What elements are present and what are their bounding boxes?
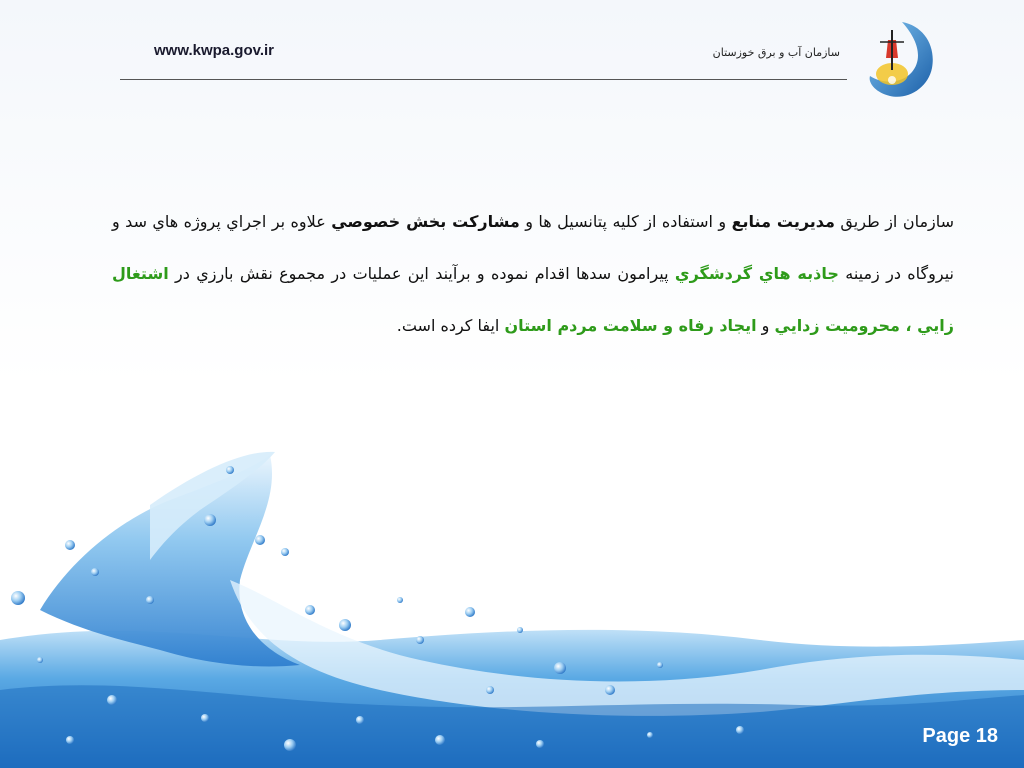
- header-divider: [120, 79, 847, 80]
- emphasis-resource-management: مديريت منابع: [731, 212, 835, 231]
- page-number: Page 18: [922, 725, 998, 747]
- main-paragraph: [112, 196, 954, 352]
- text-segment: سازمان از طريق: [834, 212, 955, 231]
- kwpa-logo-icon: [862, 18, 938, 102]
- highlight-employment: اشتغال زايي ، محروميت زدايي: [112, 264, 954, 335]
- organization-name: سازمان آب و برق خوزستان: [712, 46, 840, 59]
- text-segment: ايفا كرده است.: [396, 316, 505, 335]
- text-segment: پيرامون سدها اقدام نموده و برآيند اين عمليات در مجموع نقش بارزي در: [168, 264, 675, 283]
- highlight-tourism: جاذبه هاي گردشگري: [674, 264, 839, 283]
- highlight-welfare: ايجاد رفاه و سلامت مردم استان: [504, 316, 757, 335]
- text-segment: و استفاده از كليه پتانسيل ها و: [519, 212, 732, 231]
- emphasis-private-sector: مشاركت بخش خصوصي: [331, 212, 520, 231]
- text-segment: علاوه بر اجراي پروژه هاي سد و نيروگاه در زمينه: [112, 212, 955, 283]
- text-segment: و: [756, 316, 775, 335]
- website-url: www.kwpa.gov.ir: [154, 42, 275, 59]
